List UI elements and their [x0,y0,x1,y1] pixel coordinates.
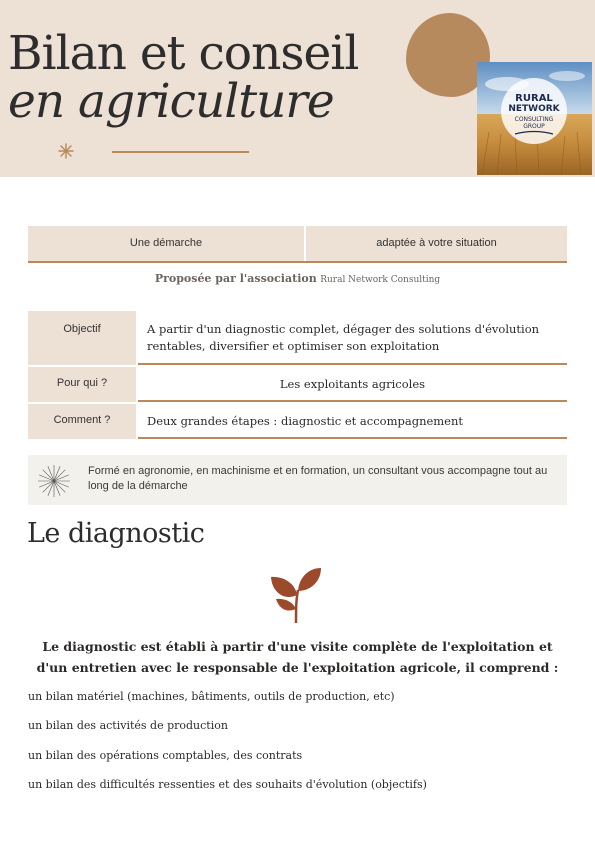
organization-name: Rural Network Consulting [320,275,441,285]
list-item: un bilan matériel (machines, bâtiments, outils de production, etc) [28,690,395,703]
logo-text-2: NETWORK [508,104,560,114]
row-value-objectif: A partir d'un diagnostic complet, dégager des solutions d'évolution rentables, diversifier et optimiser son exploitation [138,311,567,365]
row-label-pour-qui: Pour qui ? [28,367,136,402]
diagnostic-intro: Le diagnostic est établi à partir d'une visite complète de l'exploitation et d'un entretien avec le responsable de l'exploitation agricole, il comprend : [36,639,559,675]
title-line-2: en agriculture [8,74,334,129]
list-item: un bilan des opérations comptables, des contrats [28,749,303,762]
note-text: Formé en agronomie, en machinisme et en formation, un consultant vous accompagne tout au long de la démarche [88,465,548,492]
band-left-text: Une démarche [129,237,203,249]
logo-text-1: RURAL [515,93,553,104]
title-line-1: Bilan et conseil [8,26,359,81]
starburst-icon [37,464,71,498]
consultant-note [28,455,567,505]
section-heading: Le diagnostic [27,518,205,549]
wheat-field-photo [477,62,592,175]
row-label-objectif: Objectif [28,311,136,365]
sprout-icon [269,565,323,625]
row-value-comment: Deux grandes étapes : diagnostic et accompagnement [138,404,567,439]
list-item: un bilan des difficultés ressenties et des souhaits d'évolution (objectifs) [28,778,427,791]
logo-swoosh-icon [514,130,554,136]
logo-text-3: CONSULTING [514,116,554,123]
decorative-line [112,151,249,153]
row-value-pour-qui: Les exploitants agricoles [138,367,567,402]
header-band [0,0,595,177]
row-label-comment: Comment ? [28,404,136,439]
logo-text-4: GROUP [523,123,545,130]
proposed-by [0,272,595,285]
list-item: un bilan des activités de production [28,719,228,732]
approach-band [28,226,567,263]
sparkle-icon [58,143,74,159]
band-right-text: adaptée à votre situation [376,237,497,249]
proposed-text: Proposée par l'association [154,272,317,285]
company-logo [501,78,567,144]
